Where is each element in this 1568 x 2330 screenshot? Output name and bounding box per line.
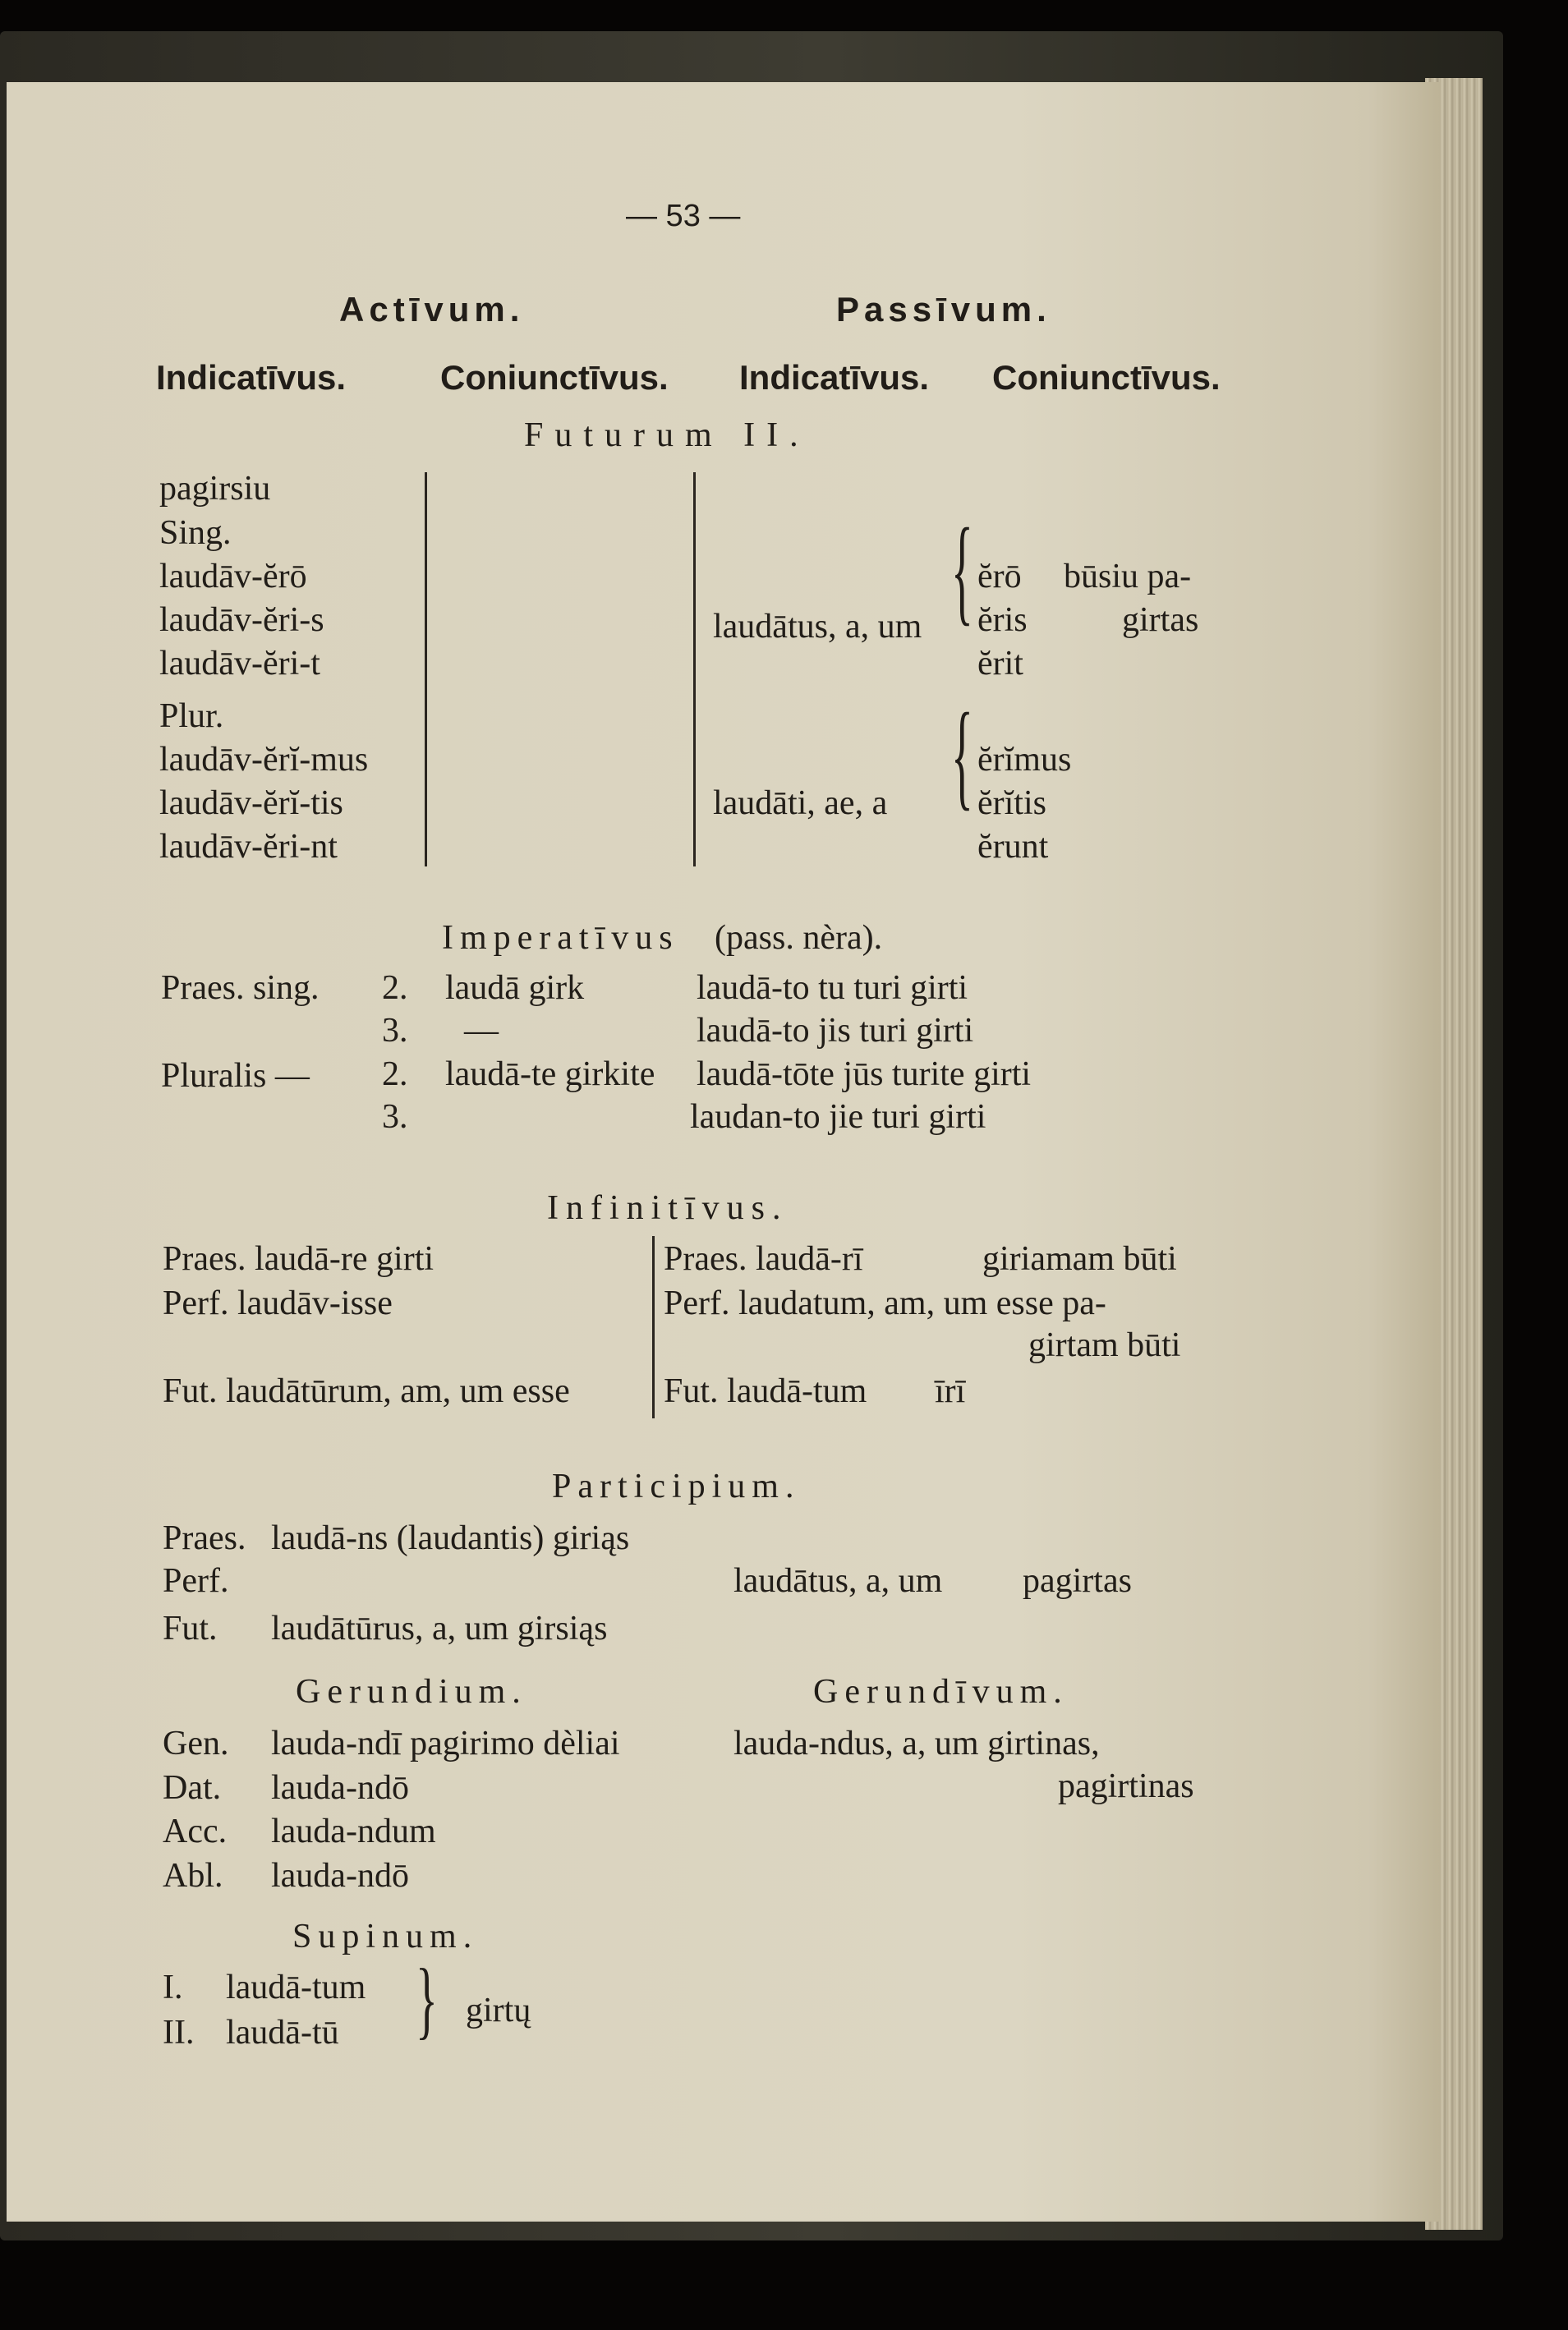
infinitivus-passive-fut: Fut. laudā-tum: [664, 1372, 867, 1410]
supinum-gloss: girtų: [466, 1992, 531, 2029]
participium-title: Participium.: [552, 1468, 801, 1505]
infinitivus-passive-perf-cont: girtam būti: [1028, 1326, 1181, 1364]
supinum-form-2: laudā-tū: [226, 2014, 339, 2052]
participium-perf-label: Perf.: [163, 1562, 229, 1600]
futurum-aux-plur-1: ĕrĭmus: [977, 741, 1072, 779]
imperativus-row-3-form: laudā-te girkite: [445, 1055, 655, 1093]
infinitivus-passive-praes: Praes. laudā-rī: [664, 1240, 863, 1278]
futurum-sing-1: laudāv-ĕrō: [159, 558, 307, 595]
futurum-sing-3: laudāv-ĕri-t: [159, 645, 320, 682]
futurum-aux-sing-2: ĕris: [977, 601, 1028, 639]
futurum-passive-sing: laudātus, a, um: [713, 608, 922, 646]
participium-fut: laudātūrus, a, um girsiąs: [271, 1610, 608, 1648]
imperativus-row-3-num: 2.: [382, 1055, 408, 1093]
futurum-aux-sing-1: ĕrō: [977, 558, 1022, 595]
book-page: [7, 82, 1440, 2222]
supinum-num-2: II.: [163, 2014, 195, 2052]
mood-header-passive-indicative: Indicatīvus.: [739, 358, 930, 397]
brace-passive-sing: {: [951, 505, 973, 638]
gerundium-case-4: Abl.: [163, 1857, 223, 1895]
imperativus-praes-label: Praes. sing.: [161, 969, 320, 1007]
gerundium-form-2: lauda-ndō: [271, 1769, 409, 1807]
futurum-aux-sing-3: ĕrit: [977, 645, 1023, 682]
page-number: — 53 —: [626, 199, 741, 233]
supinum-title: Supinum.: [292, 1918, 479, 1955]
mood-header-active-indicative: Indicatīvus.: [156, 358, 347, 397]
futurum-title: Futurum II.: [524, 416, 810, 454]
imperativus-row-2-passive: laudā-to jis turi girti: [697, 1012, 974, 1050]
infinitivus-divider: [652, 1236, 655, 1418]
futurum-plur-1: laudāv-ĕrĭ-mus: [159, 741, 369, 779]
participium-perf-gloss: pagirtas: [1023, 1562, 1132, 1600]
infinitivus-passive-fut-aux: īrī: [935, 1372, 966, 1410]
gerundium-case-2: Dat.: [163, 1769, 222, 1807]
imperativus-row-4-num: 3.: [382, 1098, 408, 1136]
imperativus-row-1-num: 2.: [382, 969, 408, 1007]
gerundivum-line-1: lauda-ndus, a, um girtinas,: [733, 1725, 1100, 1762]
imperativus-plur-label: Pluralis —: [161, 1057, 310, 1095]
infinitivus-active-fut: Fut. laudātūrum, am, um esse: [163, 1372, 570, 1410]
participium-fut-label: Fut.: [163, 1610, 218, 1648]
infinitivus-passive-perf: Perf. laudatum, am, um esse pa-: [664, 1284, 1106, 1322]
futurum-plur-label: Plur.: [159, 697, 224, 735]
futurum-aux-plur-3: ĕrunt: [977, 828, 1049, 866]
imperativus-row-2-num: 3.: [382, 1012, 408, 1050]
passive-voice-header: Passīvum.: [836, 290, 1051, 329]
participium-perf: laudātus, a, um: [733, 1562, 943, 1600]
infinitivus-title: Infinitīvus.: [547, 1189, 789, 1227]
mood-header-passive-subjunctive: Coniunctīvus.: [992, 358, 1221, 397]
mood-header-active-subjunctive: Coniunctīvus.: [440, 358, 669, 397]
active-voice-header: Actīvum.: [339, 290, 525, 329]
futurum-sing-label: Sing.: [159, 514, 232, 552]
imperativus-row-3-passive: laudā-tōte jūs turite girti: [697, 1055, 1032, 1093]
futurum-passive-gloss-2: girtas: [1122, 601, 1199, 639]
imperativus-row-2-form: —: [464, 1012, 499, 1050]
supinum-form-1: laudā-tum: [226, 1969, 366, 2006]
futurum-passive-plur: laudāti, ae, a: [713, 784, 888, 822]
gerundium-form-3: lauda-ndum: [271, 1813, 436, 1850]
imperativus-row-1-passive: laudā-to tu turi girti: [697, 969, 968, 1007]
imperativus-title: Imperatīvus: [442, 919, 679, 957]
futurum-gloss: pagirsiu: [159, 470, 271, 508]
participium-praes-label: Praes.: [163, 1519, 246, 1557]
gerundivum-title: Gerundīvum.: [813, 1673, 1069, 1711]
futurum-aux-plur-2: ĕrĭtis: [977, 784, 1046, 822]
imperativus-note: (pass. nèra).: [715, 919, 883, 957]
gerundium-case-3: Acc.: [163, 1813, 228, 1850]
imperativus-row-4-passive: laudan-to jie turi girti: [690, 1098, 986, 1136]
futurum-plur-3: laudāv-ĕri-nt: [159, 828, 338, 866]
gerundivum-line-2: pagirtinas: [1058, 1767, 1194, 1805]
infinitivus-passive-praes-gloss: giriamam būti: [982, 1240, 1177, 1278]
infinitivus-active-praes: Praes. laudā-re girti: [163, 1240, 435, 1278]
gerundium-case-1: Gen.: [163, 1725, 229, 1762]
column-divider-2: [693, 472, 696, 866]
brace-passive-plur: {: [951, 690, 973, 823]
column-divider-1: [425, 472, 427, 866]
gerundium-form-1: lauda-ndī pagirimo dèliai: [271, 1725, 620, 1762]
gerundium-title: Gerundium.: [296, 1673, 527, 1711]
gerundium-form-4: lauda-ndō: [271, 1857, 409, 1895]
futurum-sing-2: laudāv-ĕri-s: [159, 601, 324, 639]
supinum-num-1: I.: [163, 1969, 183, 2006]
brace-supinum: }: [416, 1952, 438, 2049]
imperativus-row-1-form: laudā girk: [445, 969, 585, 1007]
participium-praes: laudā-ns (laudantis) giriąs: [271, 1519, 630, 1557]
futurum-passive-gloss-1: būsiu pa-: [1064, 558, 1192, 595]
infinitivus-active-perf: Perf. laudāv-isse: [163, 1284, 393, 1322]
futurum-plur-2: laudāv-ĕrĭ-tis: [159, 784, 343, 822]
